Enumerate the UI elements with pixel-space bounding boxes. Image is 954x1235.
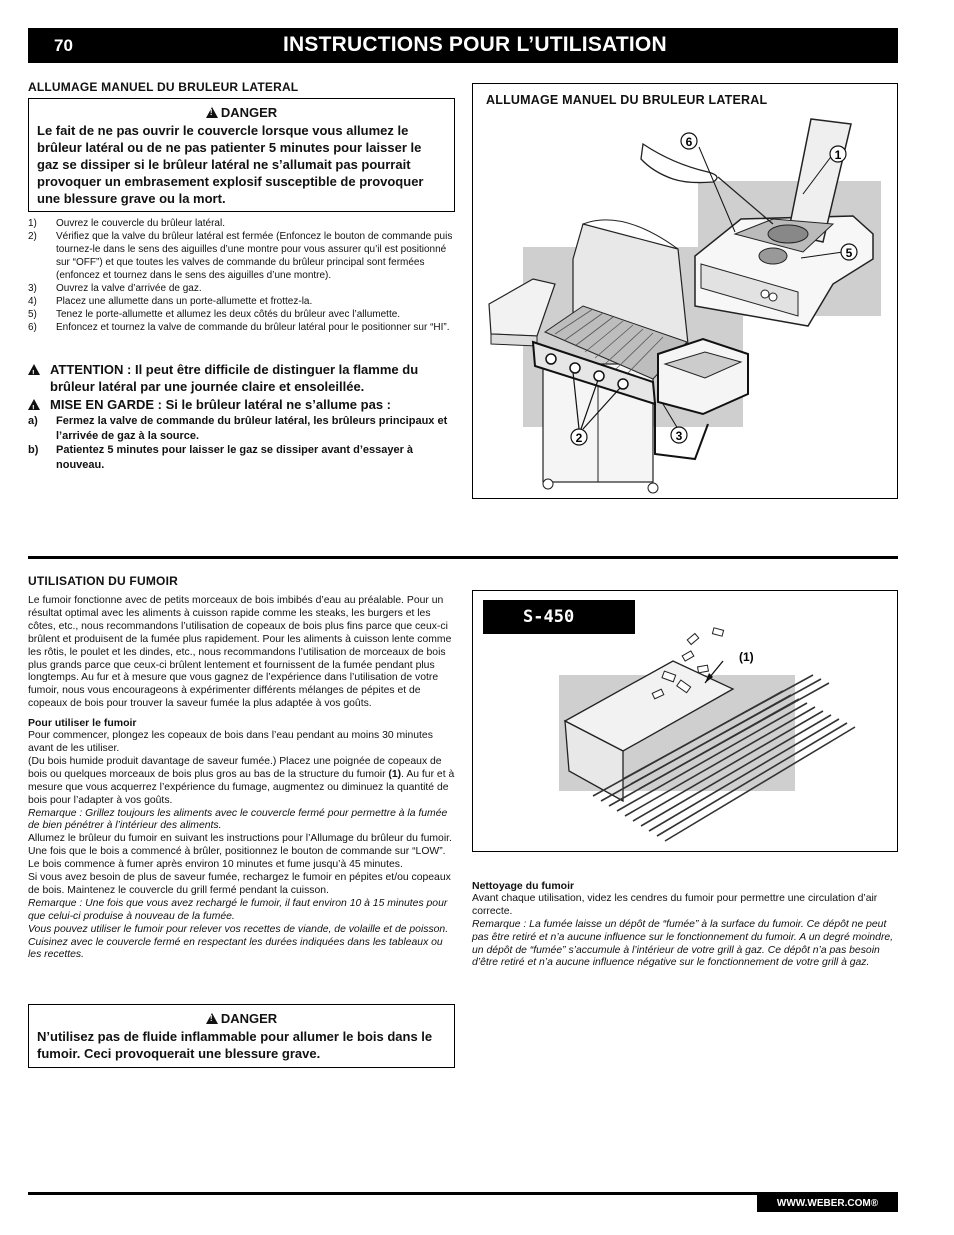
list-item: 2) Vérifiez que la valve du brûleur latéral est fermée (Enfoncez le bouton de commande puis tournez-le dans le sens des aiguilles d’une montre pour vous assurer qu’il est positionné sur “OFF”) et que toutes les valves de commande du brûleur principal sont fermées (enfoncez et tournez dans le sens des aiguilles d’une montre). [28,231,453,281]
smoker-figure [472,590,898,852]
paragraph: Si vous avez besoin de plus de saveur fumée, rechargez le fumoir en pépites et/ou copeaux de bois. Maintenez le couvercle du grill fermé pendant la cuisson. [28,872,451,896]
danger-title: !DANGER [37,1011,446,1026]
warning-triangle-icon [28,399,40,410]
list-item: 1) Ouvrez le couvercle du brûleur latéral. [28,218,225,229]
paragraph: Pour commencer, plongez les copeaux de bois dans l’eau pendant au moins 30 minutes avant de les utiliser. [28,730,433,754]
section-heading-side-burner: ALLUMAGE MANUEL DU BRULEUR LATERAL [28,80,299,94]
remark: Remarque : La fumée laisse un dépôt de “fumée” à la surface du fumoir. Ce dépôt ne peut pas être retiré et n’a aucune influence sur le fonctionnement du fumoir. A un degré moindre, un dépôt de “fumée” s’accumule à l’intérieur de votre grill à gaz. Ce dépôt n’a pas besoin d’être retiré et n’a aucune influence négative sur le fonctionnement de votre grill à gaz. [472,918,894,969]
list-item: b) Patientez 5 minutes pour laisser le gaz se dissiper avant d’essayer à nouveau. [28,444,414,471]
section-divider [28,556,898,559]
subheading-pour-utiliser: Pour utiliser le fumoir [28,717,137,730]
smoker-body [28,595,455,962]
paragraph: (Du bois humide produit davantage de saveur fumée.) Placez une poignée de copeaux de bois ou quelques morceaux de bois plus gros au bas de la structure du fumoir (1). Au fur et à mesure que vous acquerrez l’expérience du fumage, augmentez ou diminuez la quantité de bois pour l’adapter à vos goûts. [28,755,455,806]
caution-block [28,361,453,472]
callout-5: 5 [845,246,853,260]
danger-box-smoker [28,1004,455,1068]
figure-caption: ALLUMAGE MANUEL DU BRULEUR LATERAL [486,93,768,107]
footer-url[interactable]: WWW.WEBER.COM® [757,1195,898,1212]
paragraph: Avant chaque utilisation, videz les cendres du fumoir pour permettre une circulation d’air correcte. [472,892,878,917]
mise-en-garde-note: ! MISE EN GARDE : Si le brûleur latéral ne s’allume pas : [28,396,453,413]
danger-text: N’utilisez pas de fluide inflammable pour allumer le bois dans le fumoir. Ceci provoquerait une blessure grave. [37,1029,433,1061]
remark: Vous pouvez utiliser le fumoir pour relever vos recettes de viande, de volaille et de poisson. Cuisinez avec le couvercle fermé en respectant les durées indiquées dans les tableaux ou les recettes. [28,923,449,961]
subheading-nettoyage: Nettoyage du fumoir [472,880,575,892]
intro-paragraph: Le fumoir fonctionne avec de petits morceaux de bois imbibés d’eau au préalable. Pour un résultat optimal avec les aliments à cuisson rapide comme les steaks, les burgers et les côtes, etc., nous recommandons l’utilisation de copeaux de bois plus fins parce que ceux-ci brûlent et produisent de la fumée plus rapidement. Pour les aliments à cuisson lente comme les rôtis, le poulet et les dindes, etc., nous recommandons l’utilisation de morceaux de bois plus grands parce que ceux-ci brûlent lentement et fournissent de la fumée pendant plus longtemps. Au fur et à mesure que vous gagnez de l’expérience dans l’utilisation de votre fumoir, nous vous encourageons à expérimenter différents mélanges de pépites et de copeaux de bois pour trouver la saveur fumée la plus adaptée à vos goûts. [28,595,452,710]
callout-2: 2 [575,431,583,445]
danger-text: Le fait de ne pas ouvrir le couvercle lorsque vous allumez le brûleur latéral ou de ne pas patienter 5 minutes pour laisser le gaz se dissiper si le brûleur latéral ne s’allumait pas pourrait provoquer un embrasement explosif susceptible de provoquer une blessure grave ou la mort. [37,123,424,206]
list-item: a) Fermez la valve de commande du brûleur latéral, les brûleurs principaux et l’arrivée de gaz à la source. [28,415,448,442]
nettoyage-block [472,880,898,970]
page-number: 70 [54,36,73,55]
callout-3: 3 [675,429,683,443]
header-bar [28,28,898,63]
model-label: S-450 [483,600,635,634]
smoker-illustration [473,591,897,851]
remark: Remarque : Une fois que vous avez rechargé le fumoir, il faut environ 10 à 15 minutes pour que celui-ci produise à nouveau de la fumée. [28,897,448,922]
callout-1: 1 [834,148,842,162]
list-item: 6) Enfoncez et tournez la valve de commande du brûleur latéral pour le positionner sur “HI”. [28,322,450,333]
remark: Remarque : Grillez toujours les aliments avec le couvercle fermé pour permettre à la fumée de bien pénétrer à l’intérieur des aliments. [28,807,448,832]
list-item: 4) Placez une allumette dans un porte-allumette et frottez-la. [28,296,313,307]
page-title: INSTRUCTIONS POUR L’UTILISATION [283,33,667,56]
attention-note: ! ATTENTION : Il peut être difficile de distinguer la flamme du brûleur latéral par une journée claire et ensoleillée. [28,361,453,395]
callout-1: (1) [739,650,754,664]
warning-triangle-icon [206,1013,218,1024]
list-item: 5) Tenez le porte-allumette et allumez les deux côtés du brûleur avec l’allumette. [28,309,401,320]
warning-triangle-icon [28,364,40,375]
danger-title: !DANGER [37,105,446,120]
section-heading-smoker: UTILISATION DU FUMOIR [28,574,178,588]
lettered-steps [28,414,453,472]
steps-list [28,217,453,334]
side-burner-figure [472,83,898,499]
warning-triangle-icon [206,107,218,118]
callout-6: 6 [685,135,693,149]
danger-box-side-burner [28,98,455,212]
paragraph: Le bois commence à fumer après environ 10 minutes et fume jusqu’à 45 minutes. [28,859,403,871]
grill-illustration [473,84,897,498]
list-item: 3) Ouvrez la valve d’arrivée de gaz. [28,283,202,294]
paragraph: Allumez le brûleur du fumoir en suivant les instructions pour l’Allumage du brûleur du fumoir. Une fois que le bois a commencé à brûler, positionnez le bouton de commande sur “LOW”. [28,833,452,858]
